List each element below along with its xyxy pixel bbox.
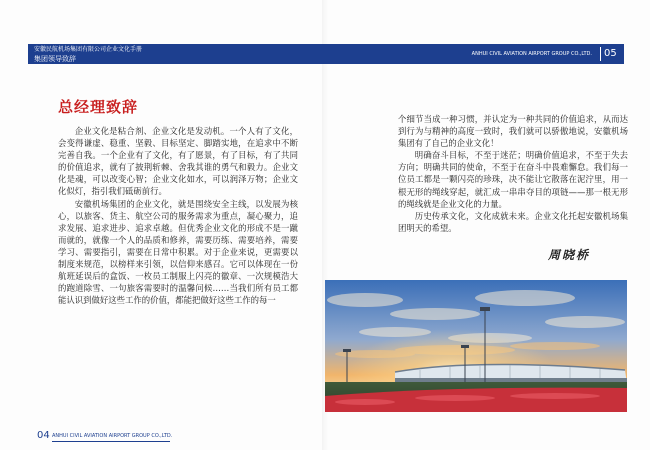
paragraph: 个细节当成一种习惯，并认定为一种共同的价值追求，从而达到行为与精神的高度一致时，我们就可以骄傲地说，安徽机场集团有了自己的企业文化！ — [398, 114, 628, 149]
footer-english-name: ANHUI CIVIL AVIATION AIRPORT GROUP CO.,LTD. — [52, 433, 173, 439]
page-number-left: 04 — [37, 430, 50, 441]
right-column — [398, 113, 628, 234]
header-left — [34, 45, 142, 64]
airport-sunset-photo — [325, 280, 627, 412]
section-title: 集团领导致辞 — [34, 55, 76, 63]
company-line: 安徽民航机场集团有限公司企业文化手册 — [34, 46, 143, 53]
footer-rule — [52, 441, 170, 442]
header-divider — [600, 47, 601, 61]
page-number-right: 05 — [604, 48, 617, 59]
header-english-name: ANHUI CIVIL AVIATION AIRPORT GROUP CO.,LTD. — [471, 51, 592, 57]
paragraph: 明确奋斗目标，不至于迷茫；明确价值追求，不至于失去方向；明确共同的使命，不至于在奋斗中畏难懈怠。我们每一位员工都是一颗闪亮的珍珠，决不能让它散落在泥泞里，用一根无形的绳线穿起，就汇成一串串夺目的项链——那一根无形的绳线就是企业文化的力量。 — [398, 150, 628, 209]
paragraph: 安徽机场集团的企业文化，就是围绕安全主线，以发展为核心，以旅客、货主、航空公司的服务需求为重点，凝心聚力，追求发展、追求进步、追求卓越。但优秀企业文化的形成不是一蹴而就的，就像一个人的品质和修养，需要历练、需要培养，需要学习、需要指引，需要在日常中积累。对于企业来说，更需要以制度来规范，以榜样来引领，以信仰来感召。它可以体现在一份航班延误后的盒饭、一枚员工制服上闪亮的徽章、一次规模浩大的跑道除雪、一句旅客需要时的温馨问候……当我们所有员工都能认识到做好这些工作的价值，都能把做好这些工作的每一 — [58, 198, 298, 306]
left-column — [58, 125, 298, 306]
paragraph: 企业文化是粘合剂、企业文化是发动机。一个人有了文化，会变得谦虚、稳重、坚毅、目标坚定、脚踏实地，在追求中不断完善自我。一个企业有了文化，有了愿景，有了目标，有了共同的价值追求，就有了披荆斩棘、舍我其谁的勇气和毅力。企业文化是魂，可以改变心智；企业文化如水，可以润泽万物；企业文化似灯，指引我们砥砺前行。 — [58, 126, 298, 197]
paragraph: 历史传承文化，文化成就未来。企业文化托起安徽机场集团明天的希望。 — [398, 210, 628, 233]
signature: 周晓桥 — [548, 248, 591, 262]
article-title: 总经理致辞 — [58, 98, 139, 116]
